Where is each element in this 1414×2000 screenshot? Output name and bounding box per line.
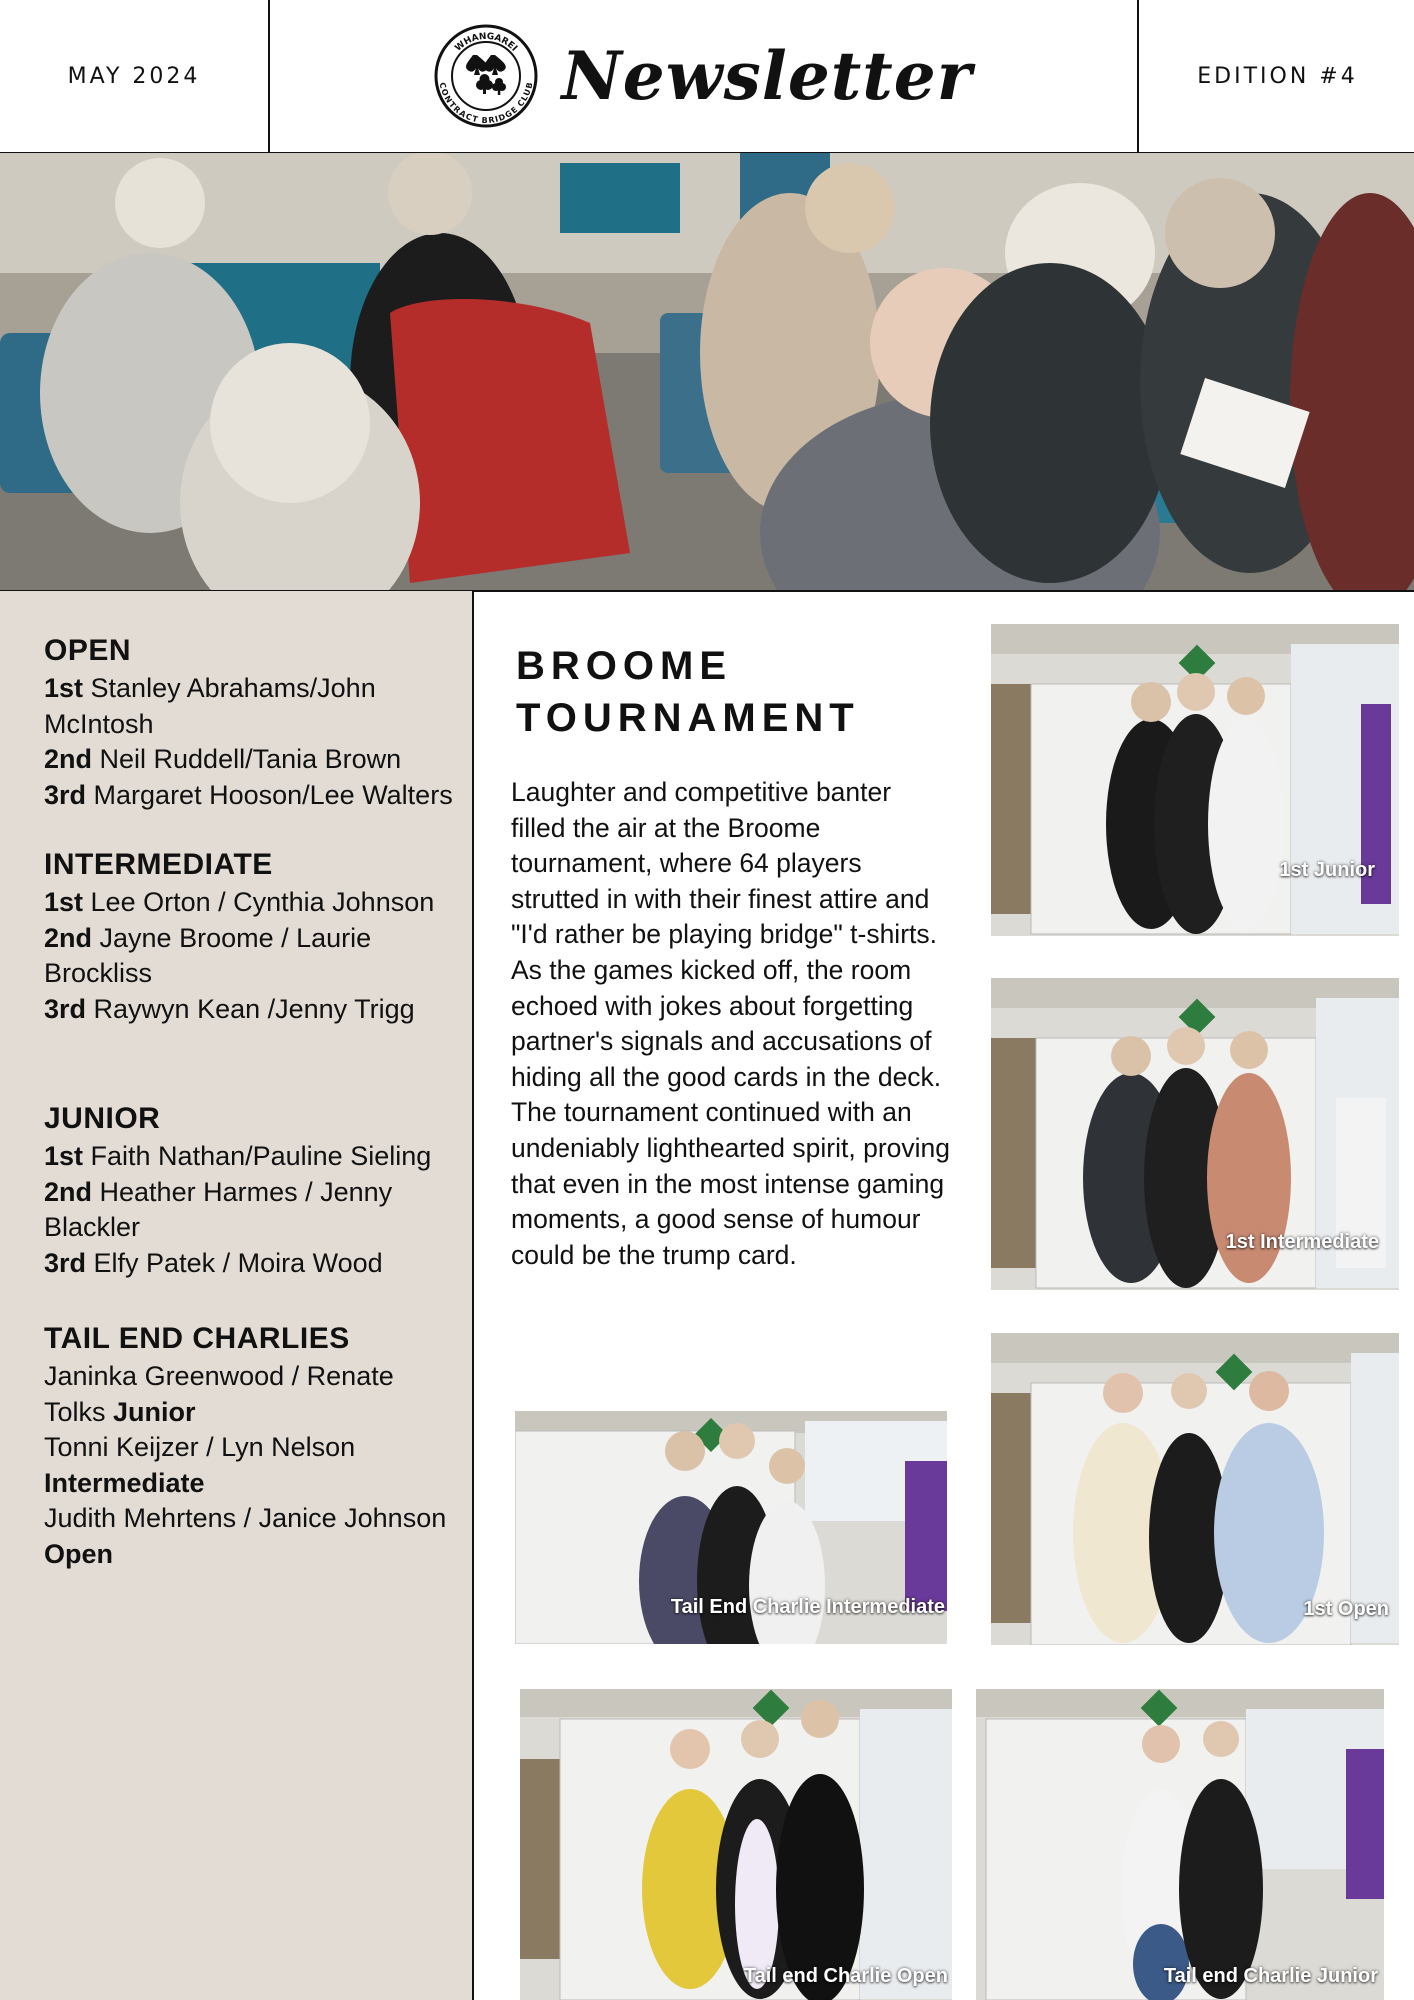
result-line: 1st Stanley Abrahams/John McIntosh	[44, 673, 376, 739]
photo-caption: 1st Junior	[1279, 859, 1375, 881]
hero-photo-bridge-room	[0, 153, 1414, 592]
result-line: 1st Faith Nathan/Pauline Sieling	[44, 1141, 432, 1171]
section-title-junior: JUNIOR	[44, 1102, 161, 1135]
results-column	[0, 591, 474, 2000]
masthead	[270, 0, 1136, 152]
newsletter-header	[0, 0, 1414, 154]
results-list	[44, 631, 454, 1572]
result-line: Janinka Greenwood / Renate Tolks Junior	[44, 1361, 394, 1427]
logo-text-bottom: CONTRACT BRIDGE CLUB	[437, 81, 535, 126]
result-line: 3rd Margaret Hooson/Lee Walters	[44, 779, 453, 810]
photo-1st-junior	[991, 624, 1399, 936]
section-title-tail-end: TAIL END CHARLIES	[44, 1322, 350, 1355]
result-line: 1st Lee Orton / Cynthia Johnson	[44, 887, 435, 917]
section-title-open: OPEN	[44, 634, 132, 667]
photo-caption: 1st Open	[1303, 1598, 1389, 1620]
section-title-intermediate: INTERMEDIATE	[44, 848, 273, 881]
result-line: Tonni Keijzer / Lyn Nelson Intermediate	[44, 1432, 356, 1498]
photo-1st-open	[991, 1333, 1399, 1645]
photo-caption: Tail End Charlie Intermediate	[670, 1596, 945, 1618]
photo-tail-end-junior	[976, 1689, 1384, 2000]
article-title: BROOME TOURNAMENT	[516, 644, 860, 740]
photo-caption: 1st Intermediate	[1225, 1231, 1379, 1253]
newsletter-title: Newsletter	[561, 37, 973, 115]
photo-caption: Tail end Charlie Junior	[1163, 1965, 1378, 1987]
photo-1st-intermediate	[991, 978, 1399, 1290]
result-line: 2nd Neil Ruddell/Tania Brown	[44, 744, 402, 774]
edition-number: EDITION #4	[1137, 0, 1414, 152]
result-line: 3rd Raywyn Kean /Jenny Trigg	[44, 993, 415, 1024]
photo-tail-end-open	[520, 1689, 952, 2000]
photo-caption: Tail end Charlie Open	[743, 1965, 948, 1987]
result-line: 3rd Elfy Patek / Moira Wood	[44, 1247, 383, 1278]
result-line: Judith Mehrtens / Janice Johnson Open	[44, 1503, 447, 1569]
photo-tail-end-intermediate	[515, 1411, 947, 1644]
logo-text-top: WHANGAREI	[453, 31, 520, 54]
article-body: Laughter and competitive banter filled the air at the Broome tournament, where 64 players strutted in with their finest attire and "I'd rather be playing bridge" t-shirts. As the games kicked off, the room echoed with jokes about forgetting partner's signals and accusations of hiding all the good cards in the deck. The tournament continued with an undeniably lighthearted spirit, proving that even in the most intense gaming moments, a good sense of humour could be the trump card.	[511, 777, 950, 1270]
issue-date: MAY 2024	[0, 0, 270, 152]
result-line: 2nd Jayne Broome / Laurie Brockliss	[44, 922, 372, 988]
club-logo	[433, 23, 539, 129]
result-line: 2nd Heather Harmes / Jenny Blackler	[44, 1176, 393, 1242]
